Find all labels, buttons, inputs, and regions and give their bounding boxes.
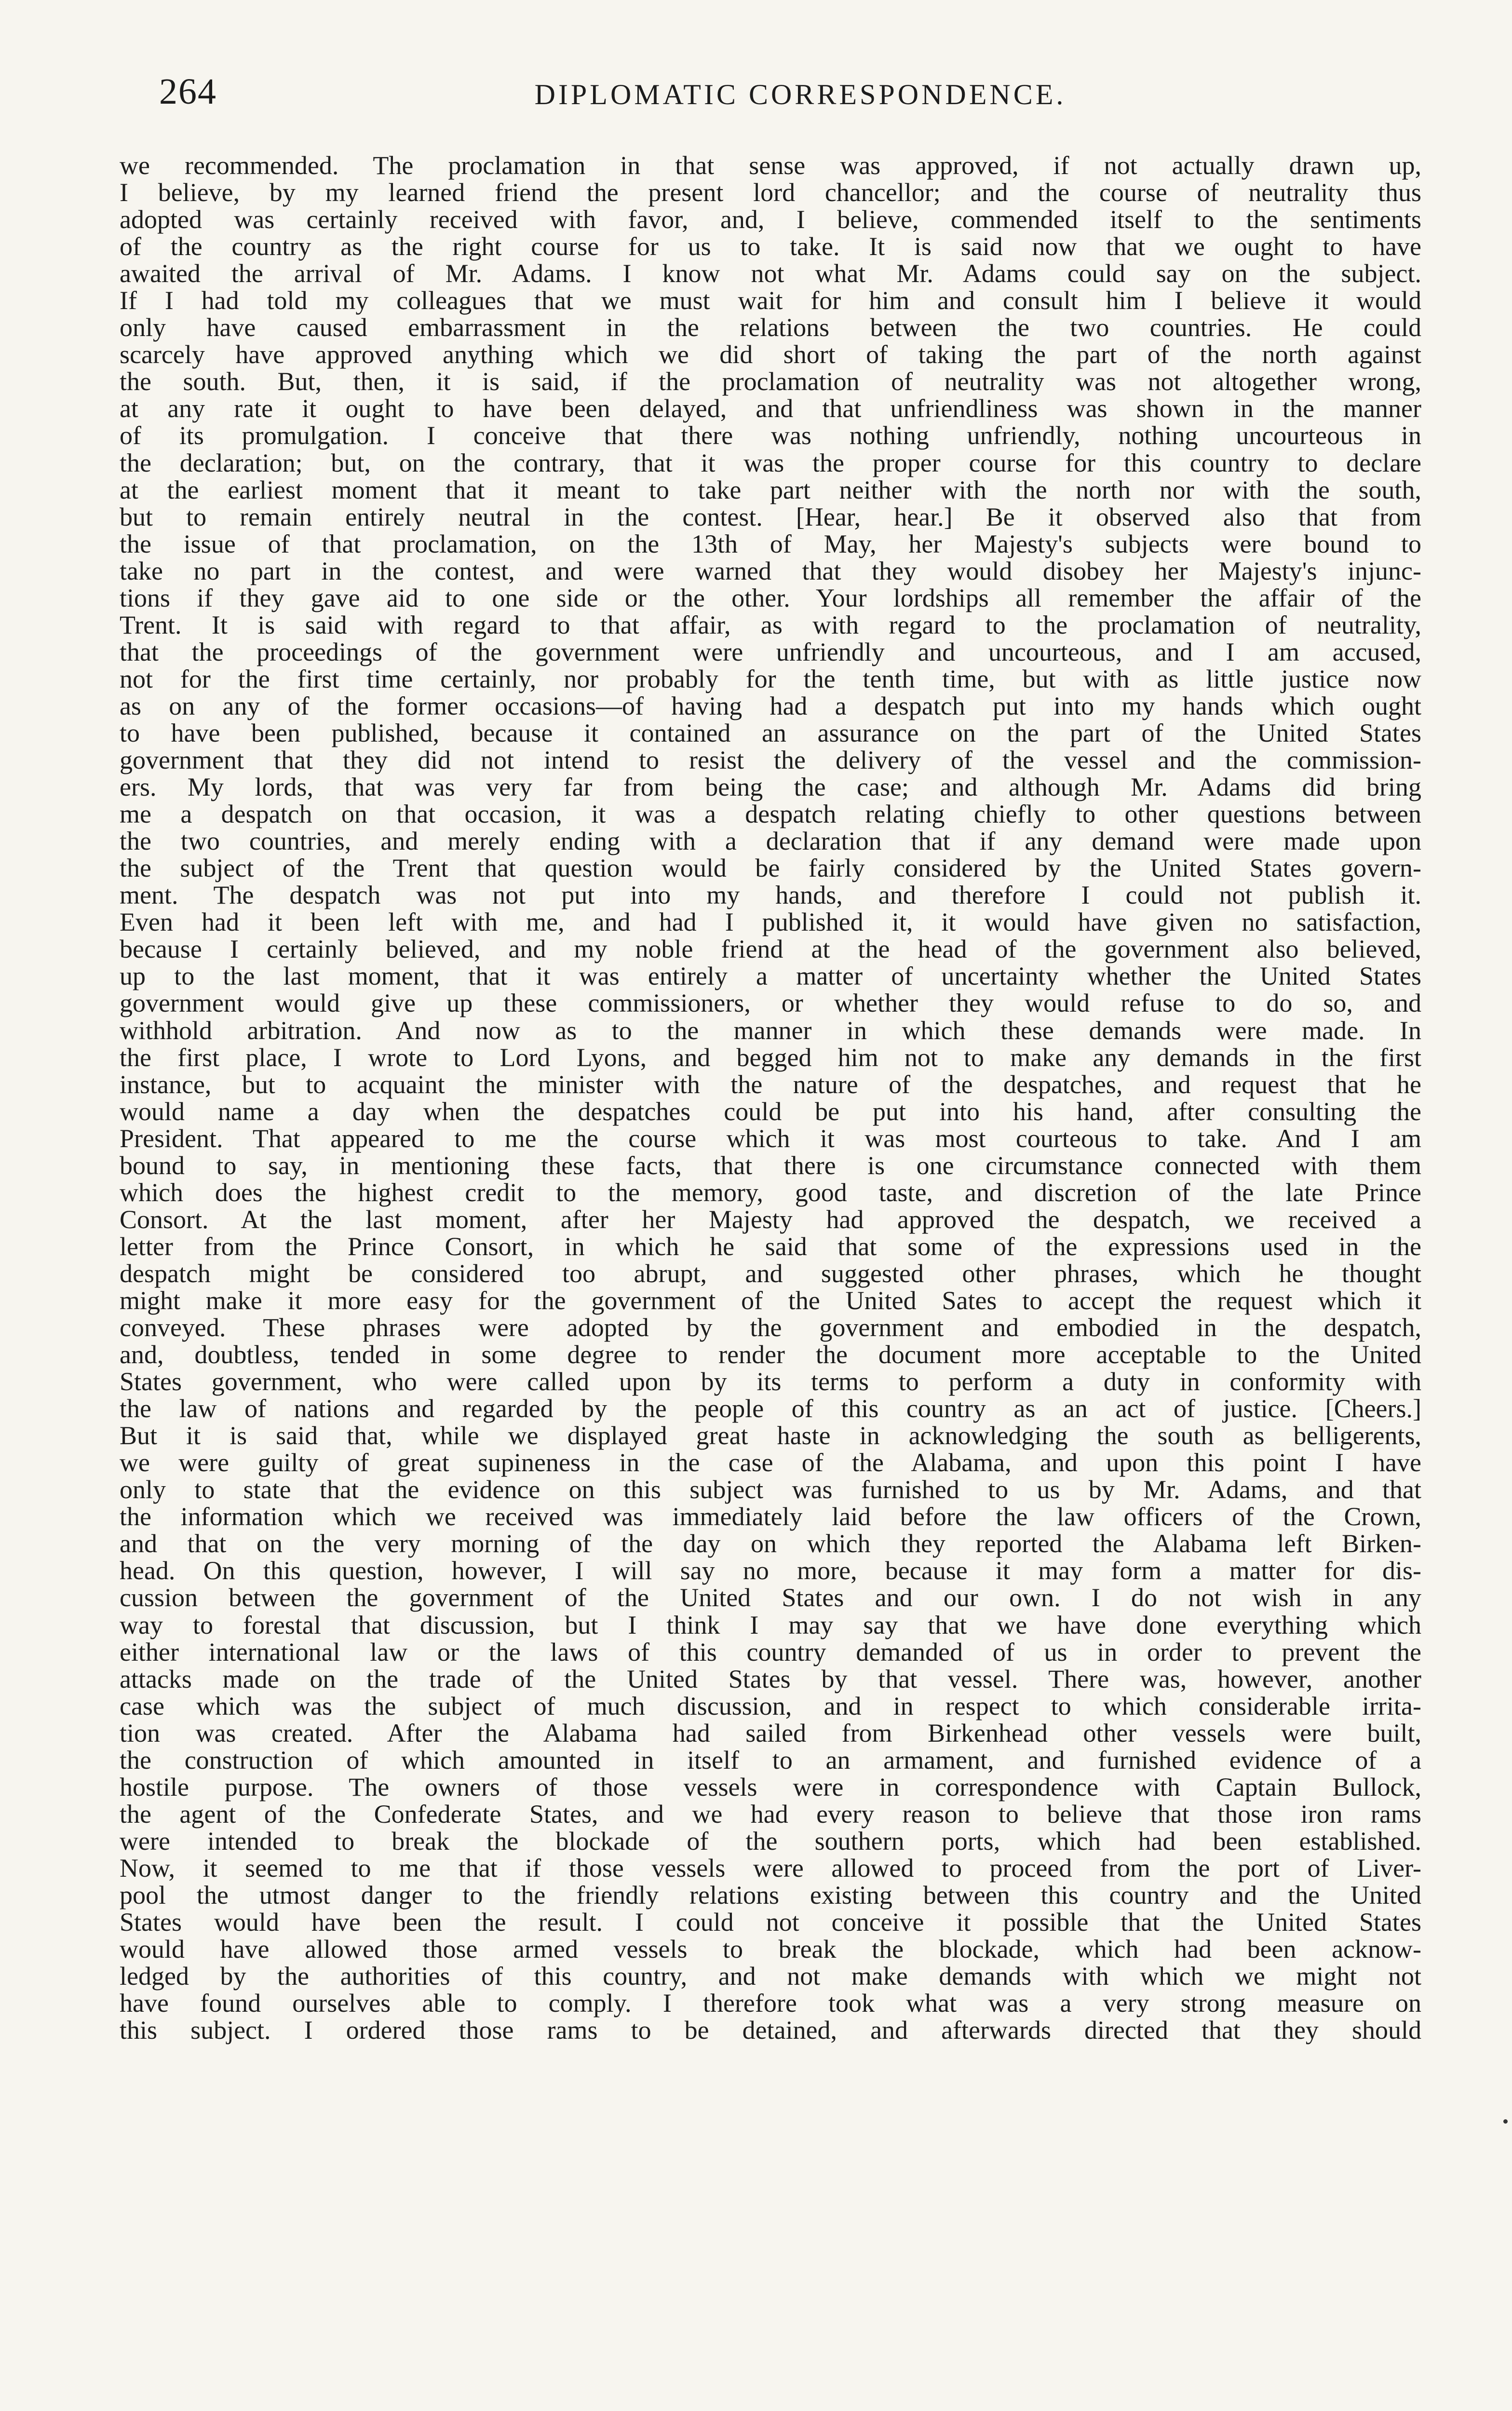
text-line: Even had it been left with me, and had I published it, it would have given no satisfaction, [120, 908, 1421, 937]
text-line: instance, but to acquaint the minister with the nature of the despatches, and request that he [120, 1070, 1421, 1099]
text-line: States government, who were called upon by its terms to perform a duty in conformity with [120, 1367, 1421, 1396]
text-line: which does the highest credit to the memory, good taste, and discretion of the late Prince [120, 1178, 1421, 1207]
text-line: ment. The despatch was not put into my hands, and therefore I could not publish it. [120, 880, 1421, 910]
text-line: Consort. At the last moment, after her Majesty had approved the despatch, we received a [120, 1205, 1421, 1234]
text-line: either international law or the laws of this country demanded of us in order to prevent the [120, 1637, 1421, 1666]
text-line: would name a day when the despatches could be put into his hand, after consulting the [120, 1097, 1421, 1126]
text-line: the first place, I wrote to Lord Lyons, and begged him not to make any demands in the first [120, 1043, 1421, 1072]
text-line: we were guilty of great supineness in the case of the Alabama, and upon this point I have [120, 1448, 1421, 1477]
text-line: conveyed. These phrases were adopted by the government and embodied in the despatch, [120, 1313, 1421, 1342]
text-line: that the proceedings of the government were unfriendly and uncourteous, and I am accused, [120, 637, 1421, 666]
text-line: the agent of the Confederate States, and we had every reason to believe that those iron rams [120, 1799, 1421, 1829]
page-header [159, 68, 1413, 121]
text-line: of its promulgation. I conceive that there was nothing unfriendly, nothing uncourteous in [120, 421, 1421, 450]
text-line: way to forestal that discussion, but I think I may say that we have done everything which [120, 1610, 1421, 1639]
text-line: this subject. I ordered those rams to be detained, and afterwards directed that they should [120, 2016, 1421, 2045]
text-line: the declaration; but, on the contrary, that it was the proper course for this country to declare [120, 448, 1421, 477]
text-line: scarcely have approved anything which we did short of taking the part of the north against [120, 340, 1421, 369]
text-line: cussion between the government of the United States and our own. I do not wish in any [120, 1583, 1421, 1612]
text-line: letter from the Prince Consort, in which he said that some of the expressions used in the [120, 1232, 1421, 1261]
text-line: only have caused embarrassment in the relations between the two countries. He could [120, 313, 1421, 342]
text-line: case which was the subject of much discussion, and in respect to which considerable irrita- [120, 1691, 1421, 1720]
text-line: the two countries, and merely ending with a declaration that if any demand were made upon [120, 826, 1421, 856]
running-title: DIPLOMATIC CORRESPONDENCE. [534, 79, 1066, 110]
text-line: only to state that the evidence on this subject was furnished to us by Mr. Adams, and that [120, 1475, 1421, 1504]
text-line: hostile purpose. The owners of those vessels were in correspondence with Captain Bullock, [120, 1772, 1421, 1801]
body-text [120, 152, 1421, 2044]
text-line: we recommended. The proclamation in that sense was approved, if not actually drawn up, [120, 151, 1421, 180]
text-line: government that they did not intend to resist the delivery of the vessel and the commission- [120, 745, 1421, 775]
text-line: and, doubtless, tended in some degree to render the document more acceptable to the United [120, 1340, 1421, 1369]
text-line: President. That appeared to me the course which it was most courteous to take. And I am [120, 1124, 1421, 1153]
text-line: at the earliest moment that it meant to take part neither with the north nor with the south, [120, 475, 1421, 504]
text-line: pool the utmost danger to the friendly relations existing between this country and the United [120, 1881, 1421, 1910]
text-line: because I certainly believed, and my noble friend at the head of the government also believed, [120, 935, 1421, 964]
text-line: bound to say, in mentioning these facts, that there is one circumstance connected with them [120, 1151, 1421, 1180]
text-line: of the country as the right course for us to take. It is said now that we ought to have [120, 232, 1421, 261]
text-line: were intended to break the blockade of the southern ports, which had been established. [120, 1826, 1421, 1856]
text-line: government would give up these commissioners, or whether they would refuse to do so, and [120, 989, 1421, 1018]
text-line: but to remain entirely neutral in the contest. [Hear, hear.] Be it observed also that from [120, 502, 1421, 531]
text-line: despatch might be considered too abrupt, and suggested other phrases, which he thought [120, 1259, 1421, 1288]
text-line: I believe, by my learned friend the present lord chancellor; and the course of neutrality thus [120, 178, 1421, 207]
text-line: the subject of the Trent that question would be fairly considered by the United States govern- [120, 853, 1421, 883]
text-line: the issue of that proclamation, on the 13th of May, her Majesty's subjects were bound to [120, 529, 1421, 558]
text-line: tion was created. After the Alabama had sailed from Birkenhead other vessels were built, [120, 1718, 1421, 1747]
text-line: the south. But, then, it is said, if the proclamation of neutrality was not altogether wrong, [120, 367, 1421, 396]
text-line: me a despatch on that occasion, it was a despatch relating chiefly to other questions between [120, 799, 1421, 829]
text-line: States would have been the result. I could not conceive it possible that the United States [120, 1908, 1421, 1937]
page-number: 264 [159, 71, 217, 112]
text-line: the construction of which amounted in itself to an armament, and furnished evidence of a [120, 1745, 1421, 1774]
text-line: the information which we received was immediately laid before the law officers of the Crown, [120, 1502, 1421, 1531]
text-line: awaited the arrival of Mr. Adams. I know not what Mr. Adams could say on the subject. [120, 259, 1421, 288]
text-line: would have allowed those armed vessels to break the blockade, which had been acknow- [120, 1935, 1421, 1964]
text-line: as on any of the former occasions—of having had a despatch put into my hands which ought [120, 691, 1421, 720]
text-line: withhold arbitration. And now as to the manner in which these demands were made. In [120, 1016, 1421, 1045]
text-line: But it is said that, while we displayed great haste in acknowledging the south as belligerents, [120, 1421, 1421, 1450]
text-line: attacks made on the trade of the United States by that vessel. There was, however, another [120, 1664, 1421, 1693]
text-line: have found ourselves able to comply. I therefore took what was a very strong measure on [120, 1989, 1421, 2018]
text-line: take no part in the contest, and were warned that they would disobey her Majesty's injunc- [120, 556, 1421, 585]
text-line: not for the first time certainly, nor probably for the tenth time, but with as little justice now [120, 664, 1421, 693]
text-line: adopted was certainly received with favor, and, I believe, commended itself to the sentiments [120, 205, 1421, 234]
text-line: the law of nations and regarded by the people of this country as an act of justice. [Cheers.] [120, 1394, 1421, 1423]
text-line: to have been published, because it contained an assurance on the part of the United States [120, 718, 1421, 747]
text-line: up to the last moment, that it was entirely a matter of uncertainty whether the United States [120, 962, 1421, 991]
text-line: head. On this question, however, I will say no more, because it may form a matter for dis- [120, 1556, 1421, 1585]
text-line: Now, it seemed to me that if those vessels were allowed to proceed from the port of Liver- [120, 1853, 1421, 1883]
text-line: tions if they gave aid to one side or the other. Your lordships all remember the affair of the [120, 583, 1421, 612]
text-line: might make it more easy for the government of the United Sates to accept the request which it [120, 1286, 1421, 1315]
text-line: ers. My lords, that was very far from being the case; and although Mr. Adams did bring [120, 772, 1421, 802]
margin-mark [1503, 2119, 1508, 2124]
text-line: If I had told my colleagues that we must wait for him and consult him I believe it would [120, 286, 1421, 315]
text-line: Trent. It is said with regard to that affair, as with regard to the proclamation of neutrality, [120, 610, 1421, 639]
text-line: ledged by the authorities of this country, and not make demands with which we might not [120, 1962, 1421, 1991]
text-line: at any rate it ought to have been delayed, and that unfriendliness was shown in the manner [120, 394, 1421, 423]
text-line: and that on the very morning of the day on which they reported the Alabama left Birken- [120, 1529, 1421, 1558]
